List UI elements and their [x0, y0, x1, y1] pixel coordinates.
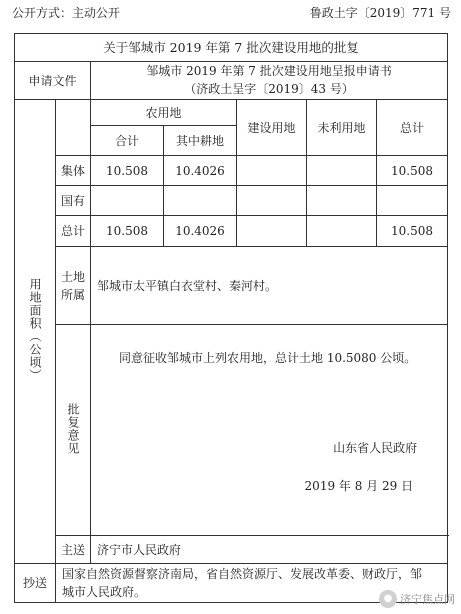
area-header-row-1 — [15, 99, 448, 125]
application-line-2: （济政土呈字〔2019〕43 号） — [184, 82, 354, 97]
main-send-row — [15, 536, 448, 564]
document-title: 关于邹城市 2019 年第 7 批次建设用地的批复 — [15, 34, 448, 62]
application-row — [15, 61, 448, 99]
arable-header: 其中耕地 — [164, 125, 237, 156]
sum-value: 10.508 — [377, 216, 448, 247]
ownership-row — [15, 246, 448, 324]
opinion-row — [15, 325, 448, 536]
ownership-label-line-2: 所属 — [60, 287, 85, 302]
unused-value — [307, 186, 377, 216]
land-area-label: 用地面积（公顷） — [28, 277, 42, 382]
cc-line-2: 城市人民政府。 — [62, 584, 147, 599]
disclosure-type: 公开方式：主动公开 — [12, 6, 121, 20]
agri-land-header: 农用地 — [91, 99, 237, 125]
table-row — [15, 156, 448, 186]
application-line-1: 邹城市 2019 年第 7 批次建设用地呈报申请书 — [146, 64, 392, 79]
application-value — [91, 61, 448, 99]
main-send-label: 主送 — [56, 536, 91, 564]
document-number: 鲁政土字〔2019〕771 号 — [309, 6, 451, 20]
agri-total-header: 合计 — [91, 125, 164, 156]
opinion-cell — [91, 325, 448, 536]
opinion-text: 同意征收邹城市上列农用地，总计土地 10.5080 公顷。 — [119, 351, 417, 366]
wechat-icon: ● — [379, 590, 397, 608]
build-value — [237, 216, 307, 247]
land-area-label-cell — [15, 99, 56, 563]
agri-total-value: 10.508 — [91, 156, 164, 186]
row-label: 国有 — [56, 186, 91, 216]
table-row — [15, 186, 448, 216]
watermark-text: 济宁焦点网 — [400, 593, 455, 606]
unused-land-header: 未利用地 — [307, 99, 377, 156]
arable-value — [164, 186, 237, 216]
ownership-value: 邹城市太平镇白衣堂村、秦河村。 — [91, 246, 448, 324]
unused-value — [307, 156, 377, 186]
main-send-value: 济宁市人民政府 — [91, 536, 448, 564]
build-value — [237, 156, 307, 186]
agri-total-value — [91, 186, 164, 216]
table-row — [15, 216, 448, 247]
opinion-label-cell — [56, 325, 91, 536]
sum-value — [377, 186, 448, 216]
unused-value — [307, 216, 377, 247]
cc-line-1: 国家自然资源督察济南局，省自然资源厅、发展改革委、财政厅，邹 — [62, 566, 423, 581]
agri-total-value: 10.508 — [91, 216, 164, 247]
arable-value: 10.4026 — [164, 156, 237, 186]
issue-date: 2019 年 8 月 29 日 — [304, 479, 414, 494]
application-label: 申请文件 — [15, 61, 91, 99]
title-row — [15, 34, 448, 62]
issuing-org: 山东省人民政府 — [333, 441, 418, 456]
sum-header: 总计 — [377, 99, 448, 156]
approval-table — [14, 33, 448, 603]
opinion-label: 批复意见 — [66, 402, 80, 455]
arable-value: 10.4026 — [164, 216, 237, 247]
row-label: 集体 — [56, 156, 91, 186]
cc-label: 抄送 — [15, 563, 56, 602]
blank-header-cell — [56, 99, 91, 156]
ownership-label — [56, 246, 91, 324]
build-value — [237, 186, 307, 216]
ownership-label-line-1: 土地 — [60, 269, 85, 284]
build-land-header: 建设用地 — [237, 99, 307, 156]
source-watermark — [379, 590, 455, 608]
sum-value: 10.508 — [377, 156, 448, 186]
row-label: 总计 — [56, 216, 91, 247]
